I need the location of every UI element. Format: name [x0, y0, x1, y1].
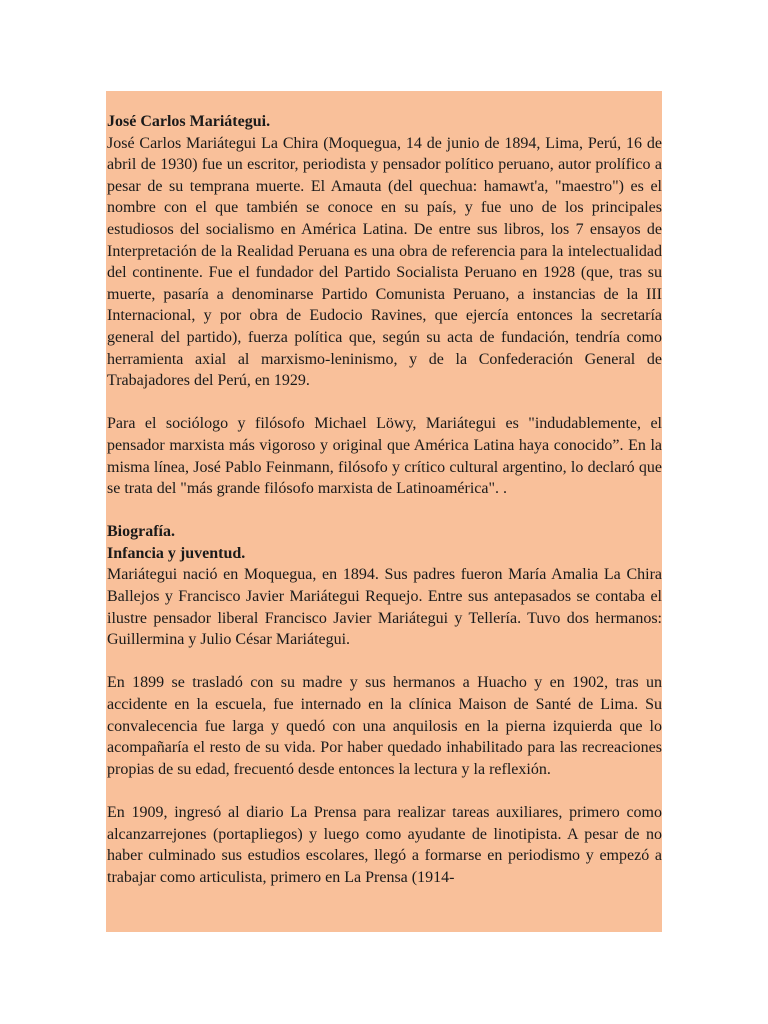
intro-paragraph: José Carlos Mariátegui La Chira (Moquegua, 14 de junio de 1894, Lima, Perú, 16 de abril de 1930) fue un escritor, periodista y pensador político peruano, autor prolífico a pesar de su temprana muerte. El Amauta (del quechua: hamawt'a, "maestro") es el nombre con el que también se conoce en su país, y fue uno de los principales estudiosos del socialismo en América Latina. De entre sus libros, los 7 ensayos de Interpretación de la Realidad Peruana es una obra de referencia para la intelectualidad del continente. Fue el fundador del Partido Socialista Peruano en 1928 (que, tras su muerte, pasaría a denominarse Partido Comunista Peruano, a instancias de la III Internacional, y por obra de Eudocio Ravines, que ejercía entonces la secretaría general del partido), fuerza política que, según su acta de fundación, tendría como herramienta axial al marxismo-leninismo, y de la Confederación General de Trabajadores del Perú, en 1929. — [107, 134, 662, 390]
document-title-block — [107, 111, 662, 392]
paragraph-nacimiento: Mariátegui nació en Moquegua, en 1894. Sus padres fueron María Amalia La Chira Ballejos y Francisco Javier Mariátegui Requejo. Entre sus antepasados se contaba el ilustre pensador liberal Francisco Javier Mariátegui y Tellería. Tuvo dos hermanos: Guillermina y Julio César Mariátegui. — [107, 566, 662, 649]
document-body — [107, 111, 662, 910]
biography-block — [107, 521, 662, 651]
document-page — [106, 91, 662, 932]
paragraph-la-prensa: En 1909, ingresó al diario La Prensa para realizar tareas auxiliares, primero como alcanzarrejones (portapliegos) y luego como ayudante de linotipista. A pesar de no haber culminado sus estudios escolares, llegó a formarse en periodismo y empezó a trabajar como articulista, primero en La Prensa (1914- — [107, 804, 662, 886]
paragraph-huacho: En 1899 se trasladó con su madre y sus hermanos a Huacho y en 1902, tras un accidente en la escuela, fue internado en la clínica Maison de Santé de Lima. Su convalecencia fue larga y quedó con una anquilosis en la pierna izquierda que lo acompañaría el resto de su vida. Por haber quedado inhabilitado para las recreaciones propias de su edad, frecuentó desde entonces la lectura y la reflexión. — [107, 674, 662, 778]
paragraph-lowy: Para el sociólogo y filósofo Michael Löwy, Mariátegui es "indudablemente, el pensador marxista más vigoroso y original que América Latina haya conocido”. En la misma línea, José Pablo Feinmann, filósofo y crítico cultural argentino, lo declaró que se trata del "más grande filósofo marxista de Latinoamérica". . — [107, 415, 662, 498]
subsection-heading-infancia: Infancia y juventud. — [107, 544, 246, 562]
section-heading-biografia: Biografía. — [107, 523, 175, 541]
document-title: José Carlos Mariátegui. — [107, 113, 271, 130]
